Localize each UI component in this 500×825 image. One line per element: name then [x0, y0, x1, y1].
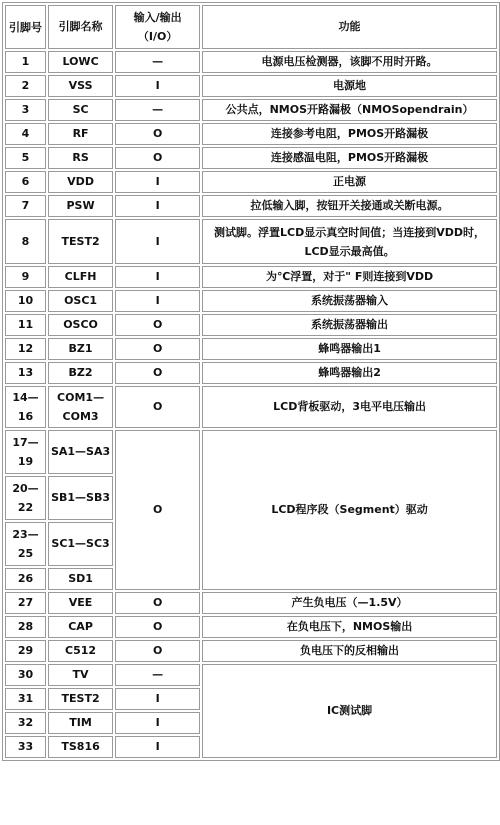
table-row	[5, 616, 497, 638]
table-row	[5, 362, 497, 384]
pin-io: I	[115, 688, 200, 710]
pin-function: 负电压下的反相输出	[202, 640, 497, 662]
pin-name: OSC1	[48, 290, 113, 312]
pin-number: 31	[5, 688, 46, 710]
pin-table	[2, 2, 500, 761]
table-row	[5, 386, 497, 428]
pin-function: 测试脚。浮置LCD显示真空时间值；当连接到VDD时，LCD显示最高值。	[202, 219, 497, 264]
pin-name: TEST2	[48, 688, 113, 710]
pin-number: 9	[5, 266, 46, 288]
pin-name: SD1	[48, 568, 113, 590]
pin-function: 公共点，NMOS开路漏极（NMOSopendrain）	[202, 99, 497, 121]
pin-number: 5	[5, 147, 46, 169]
table-row	[5, 123, 497, 145]
header-pin-name: 引脚名称	[48, 5, 113, 49]
pin-io: O	[115, 430, 200, 590]
pin-io: I	[115, 75, 200, 97]
pin-io: O	[115, 386, 200, 428]
pin-number: 30	[5, 664, 46, 686]
table-row	[5, 171, 497, 193]
pin-name: SC1—SC3	[48, 522, 113, 566]
pin-name: TS816	[48, 736, 113, 758]
pin-io: I	[115, 712, 200, 734]
pin-number: 27	[5, 592, 46, 614]
pin-name: TIM	[48, 712, 113, 734]
pin-number: 1	[5, 51, 46, 73]
pin-io: I	[115, 171, 200, 193]
pin-number: 7	[5, 195, 46, 217]
pin-number: 12	[5, 338, 46, 360]
pin-name: OSCO	[48, 314, 113, 336]
pin-name: BZ1	[48, 338, 113, 360]
pin-name: VSS	[48, 75, 113, 97]
pin-function: 产生负电压（—1.5V）	[202, 592, 497, 614]
pin-io: —	[115, 51, 200, 73]
table-row	[5, 592, 497, 614]
pin-io: I	[115, 736, 200, 758]
table-row	[5, 219, 497, 264]
pin-name: VEE	[48, 592, 113, 614]
pin-function: 在负电压下，NMOS输出	[202, 616, 497, 638]
pin-io: I	[115, 195, 200, 217]
pin-function: 正电源	[202, 171, 497, 193]
pin-function: 电源电压检测器，该脚不用时开路。	[202, 51, 497, 73]
pin-number: 4	[5, 123, 46, 145]
table-row	[5, 266, 497, 288]
pin-name: SA1—SA3	[48, 430, 113, 474]
table-row	[5, 338, 497, 360]
table-row	[5, 430, 497, 474]
pin-name: TV	[48, 664, 113, 686]
pin-number: 2	[5, 75, 46, 97]
pin-io: I	[115, 266, 200, 288]
header-function: 功能	[202, 5, 497, 49]
pin-function: 蜂鸣器输出1	[202, 338, 497, 360]
pin-name: CAP	[48, 616, 113, 638]
pin-name: COM1—COM3	[48, 386, 113, 428]
pin-io: O	[115, 147, 200, 169]
pin-io: O	[115, 616, 200, 638]
pin-function: 系统振荡器输入	[202, 290, 497, 312]
table-row	[5, 99, 497, 121]
pin-name: TEST2	[48, 219, 113, 264]
pin-io: I	[115, 219, 200, 264]
pin-io: O	[115, 592, 200, 614]
pin-function: 为℃浮置，对于" F则连接到VDD	[202, 266, 497, 288]
pin-io: I	[115, 290, 200, 312]
table-row	[5, 75, 497, 97]
pin-number: 32	[5, 712, 46, 734]
pin-number: 17—19	[5, 430, 46, 474]
pin-number: 33	[5, 736, 46, 758]
pin-function: LCD背板驱动，3电平电压输出	[202, 386, 497, 428]
pin-number: 14—16	[5, 386, 46, 428]
pin-name: RS	[48, 147, 113, 169]
pin-number: 10	[5, 290, 46, 312]
pin-name: VDD	[48, 171, 113, 193]
pin-name: PSW	[48, 195, 113, 217]
pin-function: 拉低输入脚，按钮开关接通或关断电源。	[202, 195, 497, 217]
pin-io: O	[115, 362, 200, 384]
pin-name: SB1—SB3	[48, 476, 113, 520]
header-row	[5, 5, 497, 49]
pin-name: LOWC	[48, 51, 113, 73]
pin-io: O	[115, 314, 200, 336]
pin-name: BZ2	[48, 362, 113, 384]
pin-io: O	[115, 338, 200, 360]
table-row	[5, 314, 497, 336]
pin-number: 8	[5, 219, 46, 264]
table-row	[5, 51, 497, 73]
table-row	[5, 147, 497, 169]
pin-number: 11	[5, 314, 46, 336]
pin-number: 23—25	[5, 522, 46, 566]
pin-function: 连接参考电阻，PMOS开路漏极	[202, 123, 497, 145]
pin-function: 连接感温电阻，PMOS开路漏极	[202, 147, 497, 169]
table-row	[5, 195, 497, 217]
pin-function: 系统振荡器输出	[202, 314, 497, 336]
pin-function: 蜂鸣器输出2	[202, 362, 497, 384]
pin-number: 6	[5, 171, 46, 193]
pin-number: 28	[5, 616, 46, 638]
pin-name: C512	[48, 640, 113, 662]
pin-io: O	[115, 123, 200, 145]
table-row	[5, 290, 497, 312]
table-row	[5, 640, 497, 662]
pin-function: LCD程序段（Segment）驱动	[202, 430, 497, 590]
pin-name: CLFH	[48, 266, 113, 288]
pin-number: 13	[5, 362, 46, 384]
pin-name: SC	[48, 99, 113, 121]
pin-number: 26	[5, 568, 46, 590]
pin-name: RF	[48, 123, 113, 145]
pin-io: —	[115, 99, 200, 121]
pin-io: —	[115, 664, 200, 686]
pin-function: IC测试脚	[202, 664, 497, 758]
pin-io: O	[115, 640, 200, 662]
table-row	[5, 664, 497, 686]
pin-number: 3	[5, 99, 46, 121]
pin-function: 电源地	[202, 75, 497, 97]
header-io: 输入/输出（I/O）	[115, 5, 200, 49]
header-pin-number: 引脚号	[5, 5, 46, 49]
pin-number: 20—22	[5, 476, 46, 520]
pin-number: 29	[5, 640, 46, 662]
